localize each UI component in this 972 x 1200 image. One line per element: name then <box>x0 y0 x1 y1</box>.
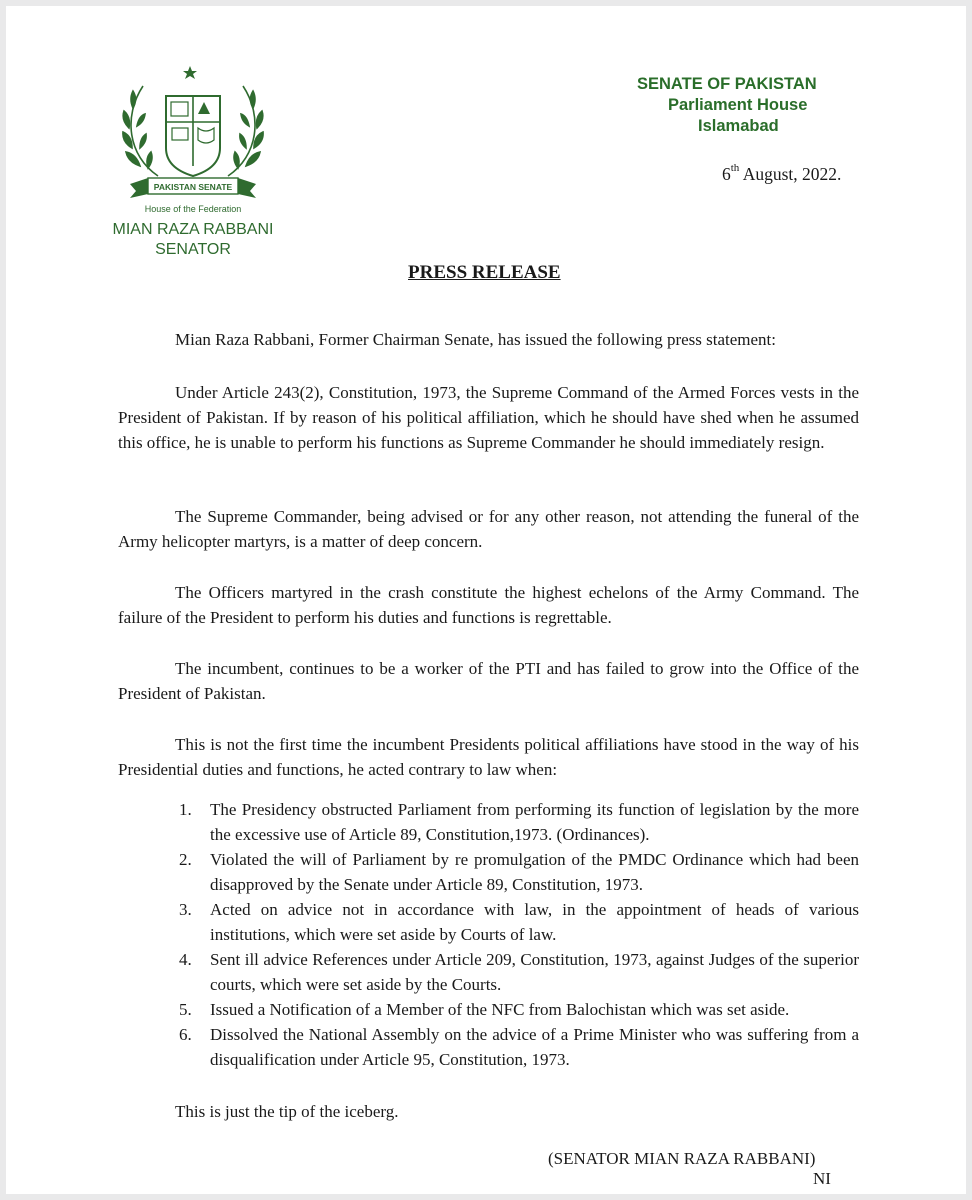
paragraph-5: This is not the first time the incumbent Presidents political affiliations have stood in the way of his Presidential duties and functions, he acted contrary to law when: <box>118 735 859 779</box>
list-item-number: 3. <box>179 900 192 919</box>
list-item <box>118 997 859 1022</box>
emblem-tagline: House of the Federation <box>144 204 242 214</box>
list-item-number: 6. <box>179 1025 192 1044</box>
signature-party: NI <box>813 1169 831 1188</box>
list-item <box>118 847 859 897</box>
list-item <box>118 897 859 947</box>
date-suffix: th <box>730 162 740 174</box>
list-item-text: Acted on advice not in accordance with law, in the appointment of heads of various institutions, which were set aside by Courts of law. <box>210 900 859 944</box>
list-item <box>118 947 859 997</box>
list-item-number: 5. <box>179 1000 192 1019</box>
paragraph-4: The incumbent, continues to be a worker of the PTI and has failed to grow into the Office of the President of Pakistan. <box>118 659 859 703</box>
date-day: 6 <box>722 164 731 184</box>
letterhead-line-2: Parliament House <box>668 96 808 114</box>
list-item-number: 1. <box>179 800 192 819</box>
violations-list <box>118 797 859 1072</box>
paragraph-1: Under Article 243(2), Constitution, 1973, the Supreme Command of the Armed Forces vests in the President of Pakistan. If by reason of his political affiliation, which he should have shed when he assumed this office, he is unable to perform his functions as Supreme Commander he should immediately resign. <box>118 383 859 452</box>
press-release-page <box>6 6 966 1194</box>
list-item-number: 4. <box>179 950 192 969</box>
release-date <box>722 164 841 185</box>
pakistan-senate-emblem-icon <box>118 56 268 221</box>
signature-name: (SENATOR MIAN RAZA RABBANI) <box>548 1149 816 1168</box>
date-rest: August, 2022. <box>739 164 842 184</box>
document-title: PRESS RELEASE <box>408 262 561 283</box>
list-item-text: The Presidency obstructed Parliament from performing its function of legislation by the more the excessive use of Article 89, Constitution,1973. (Ordinances). <box>210 800 859 844</box>
letterhead <box>606 74 866 137</box>
sender-role: SENATOR <box>155 241 231 258</box>
list-item-text: Sent ill advice References under Article 209, Constitution, 1973, against Judges of the superior courts, which were set aside by the Courts. <box>210 950 859 994</box>
paragraph-2: The Supreme Commander, being advised or for any other reason, not attending the funeral of the Army helicopter martyrs, is a matter of deep concern. <box>118 507 859 551</box>
sender-block <box>88 220 298 260</box>
letterhead-line-3: Islamabad <box>698 117 779 135</box>
list-item-text: Violated the will of Parliament by re promulgation of the PMDC Ordinance which had been disapproved by the Senate under Article 89, Constitution, 1973. <box>210 850 859 894</box>
list-item <box>118 797 859 847</box>
list-item-text: Issued a Notification of a Member of the NFC from Balochistan which was set aside. <box>210 1000 790 1019</box>
sender-name: MIAN RAZA RABBANI <box>112 221 274 238</box>
emblem-ribbon-text: PAKISTAN SENATE <box>153 182 233 192</box>
letterhead-line-1: SENATE OF PAKISTAN <box>637 75 817 93</box>
closing-line: This is just the tip of the iceberg. <box>175 1102 399 1121</box>
list-item <box>118 1022 859 1072</box>
list-item-text: Dissolved the National Assembly on the advice of a Prime Minister who was suffering from a disqualification under Article 95, Constitution, 1973. <box>210 1025 859 1069</box>
list-item-number: 2. <box>179 850 192 869</box>
paragraph-3: The Officers martyred in the crash constitute the highest echelons of the Army Command. The failure of the President to perform his duties and functions is regrettable. <box>118 583 859 627</box>
paragraph-intro: Mian Raza Rabbani, Former Chairman Senate, has issued the following press statement: <box>175 330 777 349</box>
